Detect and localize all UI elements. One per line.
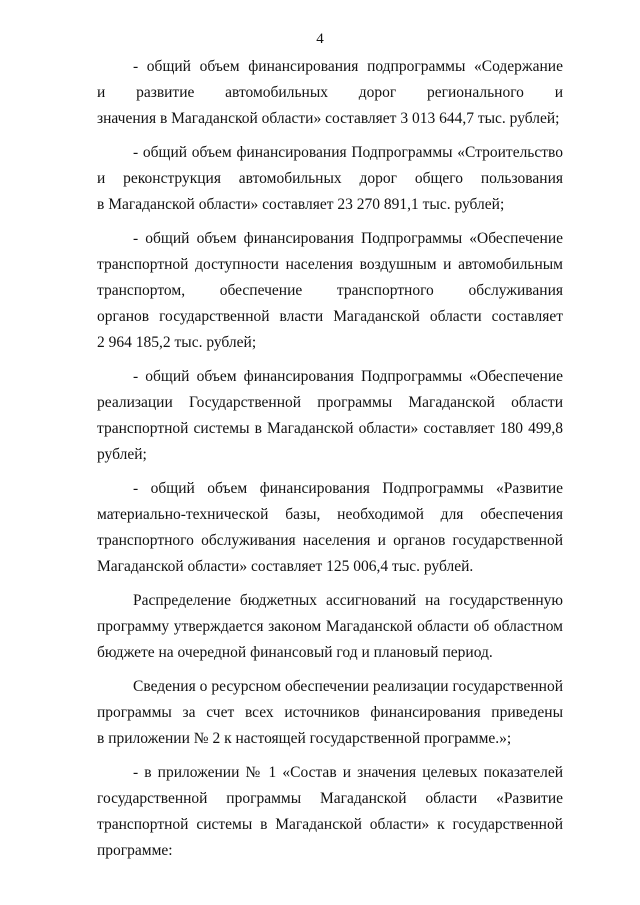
- text-line: - общий объем финансирования Подпрограммы «Обеспечение: [133, 368, 563, 385]
- text-line: реализации Государственной программы Магаданской области: [97, 394, 563, 411]
- text-line: транспортом, обеспечение транспортного обслуживания: [97, 282, 563, 299]
- text-line: бюджете на очередной финансовый год и плановый период.: [97, 644, 493, 661]
- paragraph-budget-allocation: [97, 588, 563, 666]
- text-line: и развитие автомобильных дорог регионального и: [97, 84, 563, 101]
- paragraph-resource-info: [97, 674, 563, 752]
- text-line: Распределение бюджетных ассигнований на государственную: [133, 592, 563, 609]
- paragraph-funding-road-construction: [97, 140, 563, 218]
- text-line: транспортной системы в Магаданской области» к государственной: [97, 816, 563, 833]
- text-line: транспортной системы в Магаданской области» составляет 180 499,8: [97, 420, 563, 437]
- text-line: в приложении № 2 к настоящей государственной программе.»;: [97, 730, 512, 747]
- text-line: транспортной доступности населения воздушным и автомобильным: [97, 256, 563, 273]
- paragraph-funding-transport-accessibility: [97, 226, 563, 356]
- text-line: материально-технической базы, необходимой для обеспечения: [97, 506, 563, 523]
- text-line: - общий объем финансирования подпрограммы «Содержание: [133, 58, 563, 75]
- text-line: - общий объем финансирования Подпрограммы «Обеспечение: [133, 230, 563, 247]
- page-number: 4: [316, 31, 324, 47]
- text-line: в Магаданской области» составляет 23 270 891,1 тыс. рублей;: [97, 196, 505, 213]
- text-line: государственной программы Магаданской области «Развитие: [97, 790, 563, 807]
- text-line: Магаданской области» составляет 125 006,4 тыс. рублей.: [97, 558, 474, 575]
- document-body: [97, 54, 563, 872]
- text-line: программе:: [97, 842, 173, 859]
- text-line: программу утверждается законом Магаданской области об областном: [97, 618, 563, 635]
- text-line: Сведения о ресурсном обеспечении реализации государственной: [133, 678, 563, 695]
- paragraph-funding-road-maintenance: [97, 54, 563, 132]
- text-line: рублей;: [97, 446, 147, 463]
- text-line: программы за счет всех источников финансирования приведены: [97, 704, 563, 721]
- paragraph-appendix-1: [97, 760, 563, 864]
- text-line: и реконструкция автомобильных дорог общего пользования: [97, 170, 563, 187]
- paragraph-funding-program-implementation: [97, 364, 563, 468]
- text-line: 2 964 185,2 тыс. рублей;: [97, 334, 257, 351]
- text-line: - общий объем финансирования Подпрограммы «Развитие: [133, 480, 563, 497]
- text-line: транспортного обслуживания населения и органов государственной: [97, 532, 563, 549]
- text-line: - общий объем финансирования Подпрограммы «Строительство: [133, 144, 563, 161]
- text-line: значения в Магаданской области» составляет 3 013 644,7 тыс. рублей;: [97, 110, 560, 127]
- paragraph-funding-material-base: [97, 476, 563, 580]
- text-line: - в приложении № 1 «Состав и значения целевых показателей: [133, 764, 563, 781]
- text-line: органов государственной власти Магаданской области составляет: [97, 308, 563, 325]
